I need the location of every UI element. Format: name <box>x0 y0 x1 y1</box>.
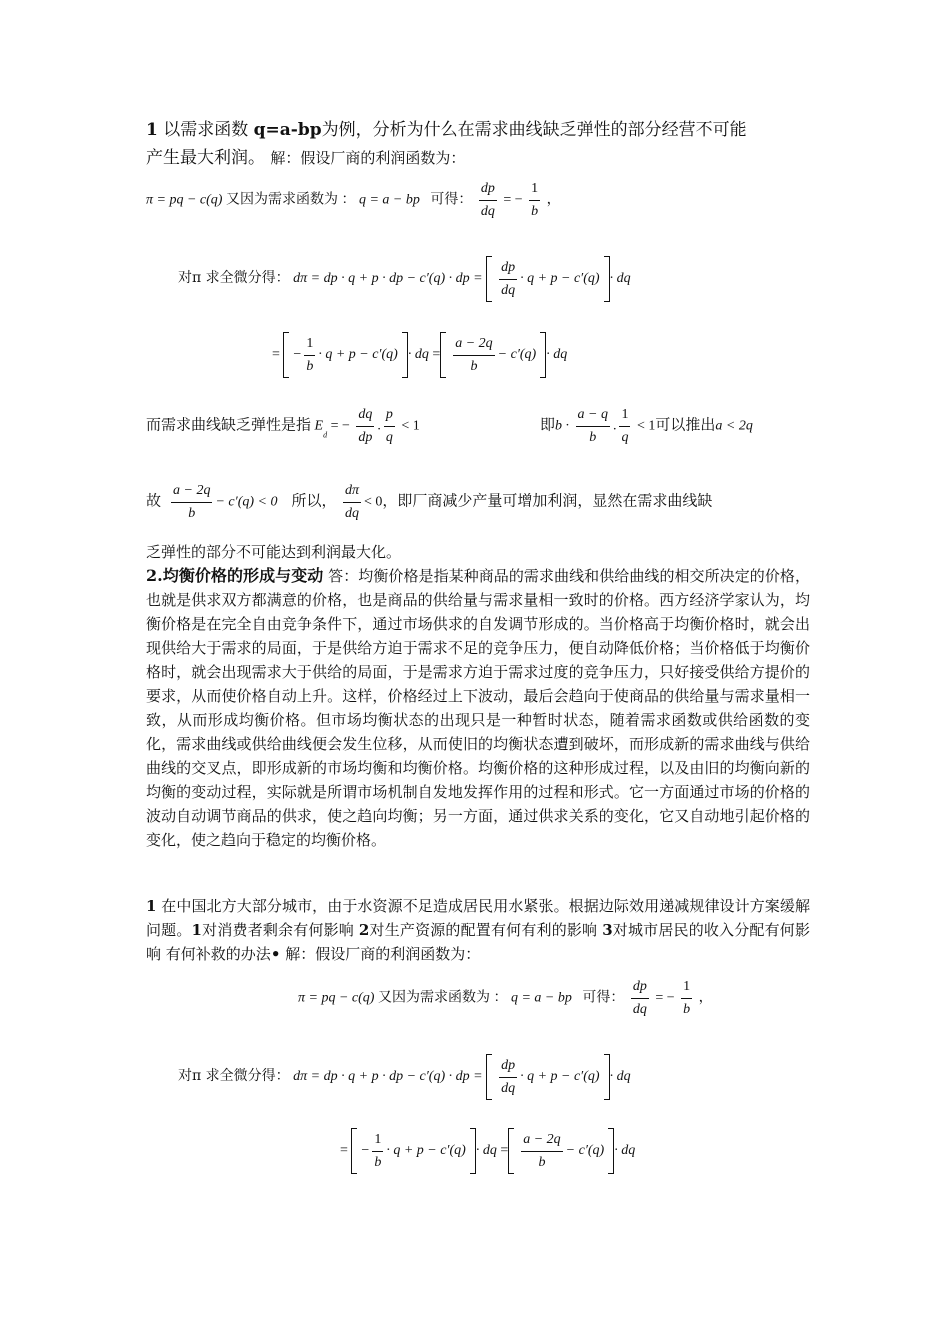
solution-intro: 解：假设厂商的利润函数为： <box>285 945 481 963</box>
less-than-one: < 1 <box>401 418 420 434</box>
fraction-a2q-b <box>171 480 212 525</box>
elasticity-line <box>146 404 420 449</box>
left-bracket <box>351 1128 357 1174</box>
profit-equation-line-2 <box>298 976 713 1021</box>
dq-term: · dq <box>546 347 568 363</box>
simplified-differential-line <box>272 332 567 378</box>
denominator: b <box>589 430 597 445</box>
numerator: dπ <box>343 480 361 503</box>
because-text: 又因为需求函数为 <box>225 191 338 208</box>
numerator: a − q <box>576 404 610 427</box>
dot: . <box>612 418 617 434</box>
b-dot: b · <box>555 418 570 434</box>
fraction-dq-dp <box>356 404 374 449</box>
conclusion-text: ，即厂商减少产量可增加利润，显然在需求曲线缺 <box>382 491 713 510</box>
equals-minus: = − <box>330 418 350 434</box>
sub-number: 2 <box>358 921 370 939</box>
total-differential-label: 对π 求全微分得： <box>178 1068 290 1085</box>
inequality: a < 2q <box>715 418 753 434</box>
demand-equation: q = a − bp <box>510 990 572 1006</box>
numerator: 1 <box>681 976 692 999</box>
fraction-1-q <box>619 404 630 449</box>
denominator: b <box>374 1154 382 1170</box>
sub-number: 3 <box>602 921 613 939</box>
equals: = <box>432 347 441 363</box>
dq-term: · dq <box>609 271 631 287</box>
infer-text: 可以推出 <box>655 415 716 434</box>
conclusion-line2: 乏弹性的部分不可能达到利润最大化。 <box>146 543 402 561</box>
question-1-heading <box>146 116 810 172</box>
equals-minus: = − <box>655 990 675 1006</box>
profit-equation-line <box>146 178 561 223</box>
so-text: 所以， <box>291 491 337 510</box>
dot: . <box>377 418 381 434</box>
sub-question-2: 对生产资源的配置有何有利的影响 <box>369 921 598 939</box>
fraction-aq-b <box>576 404 610 449</box>
fraction-dp-dq <box>499 1055 517 1100</box>
dq-term: · dq <box>609 1069 631 1085</box>
minus: − <box>293 347 302 363</box>
demand-function: q=a-bp <box>253 120 322 140</box>
denominator: b <box>538 1154 546 1170</box>
elasticity-subscript: d <box>323 430 328 440</box>
profit-function: π = pq − c(q) <box>146 192 223 208</box>
numerator: dp <box>499 1055 517 1078</box>
sub-question-4: 有何补救的办法 <box>165 945 271 963</box>
denominator: b <box>306 358 314 374</box>
denominator: b <box>470 358 478 374</box>
denominator: dq <box>632 1002 647 1017</box>
fraction-dp-dq <box>479 178 497 223</box>
equals: = <box>500 1143 509 1159</box>
differential-expression: dπ = dp · q + p · dp − c′(q) · dp = <box>293 1069 483 1085</box>
numerator: 1 <box>372 1129 383 1152</box>
numerator: dq <box>356 404 374 427</box>
solution-intro: 解：假设厂商的利润函数为： <box>270 149 466 167</box>
dq-term: · dq <box>407 347 429 363</box>
left-bracket <box>440 332 446 378</box>
colon: ： <box>341 191 356 208</box>
comma: ， <box>546 191 561 208</box>
question-text-rest: 为例，分析为什么在需求曲线缺乏弹性的部分经营不可能 <box>321 120 747 140</box>
numerator: 1 <box>529 178 540 201</box>
denominator: b <box>683 1002 691 1017</box>
numerator: 1 <box>619 404 630 427</box>
fraction-a2q-b <box>453 333 494 378</box>
because-text: 又因为需求函数为 <box>377 989 490 1006</box>
obtain-text: 可得： <box>430 191 473 208</box>
less-than-one: < 1 <box>636 418 656 434</box>
equals-minus: = − <box>503 192 523 208</box>
left-bracket <box>508 1128 514 1174</box>
less-than-zero: < 0 <box>364 494 383 510</box>
obtain-text: 可得： <box>582 989 625 1006</box>
inference-line <box>540 404 753 449</box>
denominator: q <box>385 430 393 445</box>
profit-function: π = pq − c(q) <box>298 990 375 1006</box>
fraction-1-b <box>529 178 540 223</box>
question-number: 1 <box>146 897 157 915</box>
question-3 <box>146 894 810 966</box>
bracket-inner: · q + p − c′(q) <box>520 271 600 287</box>
numerator: dp <box>499 257 517 280</box>
fraction-1-b <box>304 333 315 378</box>
equals: = <box>340 1143 348 1159</box>
denominator: dq <box>344 506 359 521</box>
comma: ， <box>698 989 713 1006</box>
bullet: • <box>270 945 281 963</box>
ji-text: 即 <box>540 415 556 434</box>
sub-number: 1 <box>191 921 202 939</box>
bracket-inner: · q + p − c′(q) <box>386 1143 466 1159</box>
negative-condition: − c′(q) < 0 <box>215 494 278 510</box>
fraction-1-b <box>372 1129 383 1174</box>
denominator: dq <box>501 282 516 298</box>
fraction-a2q-b <box>521 1129 562 1174</box>
numerator: dp <box>631 976 649 999</box>
sub-question-1: 对消费者剩余有何影响 <box>201 921 354 939</box>
therefore-text: 故 <box>146 491 162 510</box>
numerator: 1 <box>304 333 315 356</box>
denominator: b <box>188 506 196 521</box>
denominator: dp <box>358 430 373 445</box>
elasticity-text: 而需求曲线缺乏弹性是指 <box>146 415 312 434</box>
equals: = <box>272 347 280 363</box>
fraction-1-b <box>681 976 692 1021</box>
question-text: 以需求函数 <box>163 120 249 140</box>
conclusion-line <box>146 480 712 525</box>
numerator: dp <box>479 178 497 201</box>
denominator: q <box>621 430 629 445</box>
question-number: 1 <box>146 120 158 140</box>
bracket-inner: · q + p − c′(q) <box>520 1069 600 1085</box>
numerator: a − 2q <box>453 333 494 356</box>
left-bracket <box>283 332 289 378</box>
total-differential-line-2 <box>178 1054 631 1100</box>
dq-term: · dq <box>475 1143 497 1159</box>
left-bracket <box>486 1054 492 1100</box>
demand-equation: q = a − bp <box>358 192 420 208</box>
numerator: a − 2q <box>521 1129 562 1152</box>
bracket-inner: · q + p − c′(q) <box>318 347 398 363</box>
minus: − <box>361 1143 370 1159</box>
total-differential-label: 对π 求全微分得： <box>178 270 290 287</box>
differential-expression: dπ = dp · q + p · dp − c′(q) · dp = <box>293 271 483 287</box>
elasticity-symbol: E <box>314 418 324 434</box>
question-2-title: 2.均衡价格的形成与变动 <box>146 566 324 585</box>
colon: ： <box>493 989 508 1006</box>
question-3-text: 在中国北方大部分城市，由于水资源不足造成居民用水紧张。根据边际效用递减规律设计方案缓解问题。 <box>146 897 810 939</box>
denominator: b <box>531 204 539 219</box>
fraction-p-q <box>384 404 395 449</box>
numerator: p <box>384 404 395 427</box>
denominator: dq <box>501 1080 516 1096</box>
fraction-dp-dq <box>499 257 517 302</box>
fraction-dp-dq <box>631 976 649 1021</box>
dq-term: · dq <box>614 1143 636 1159</box>
question-text-line2: 产生最大利润。 <box>146 148 265 168</box>
marginal-cost-term: − c′(q) <box>565 1143 605 1159</box>
denominator: dq <box>480 204 495 219</box>
fraction-dpi-dq <box>343 480 361 525</box>
question-2-body: 答：均衡价格是指某种商品的需求曲线和供给曲线的相交所决定的价格，也就是供求双方都满意的价格，也是商品的供给量与需求量相一致时的价格。西方经济学家认为，均衡价格是在完全自由竞争条件下，通过市场供求的自发调节形成的。当价格高于均衡价格时，就会出现供给大于需求的局面，于是供给方迫于需求不足的竞争压力，便自动降低价格；当价格低于均衡价格时，就会出现需求大于供给的局面，于是需求方迫于需求过度的竞争压力，只好接受供给方提价的要求，从而使价格自动上升。这样，价格经过上下波动，最后会趋向于使商品的供给量与需求量相一致，从而形成均衡价格。但市场均衡状态的出现只是一种暂时状态，随着需求函数或供给函数的变化，需求曲线或供给曲线便会发生位移，从而使旧的均衡状态遭到破坏，而形成新的需求曲线与供给曲线的交叉点，即形成新的市场均衡和均衡价格。均衡价格的这种形成过程，以及由旧的均衡向新的均衡的变动过程，实际就是所谓市场机制自发地发挥作用的过程和形式。它一方面通过市场的价格的波动自动调节商品的供求，使之趋向均衡；另一方面，通过供求关系的变化，它又自动地引起价格的变化，使之趋向于稳定的均衡价格。 <box>146 567 810 849</box>
simplified-differential-line-2 <box>340 1128 635 1174</box>
sub-question-3: 对城市居民的收入分配有何影响 <box>146 921 810 963</box>
total-differential-line <box>178 256 631 302</box>
question-2 <box>146 564 810 852</box>
left-bracket <box>486 256 492 302</box>
numerator: a − 2q <box>171 480 212 503</box>
marginal-cost-term: − c′(q) <box>497 347 537 363</box>
